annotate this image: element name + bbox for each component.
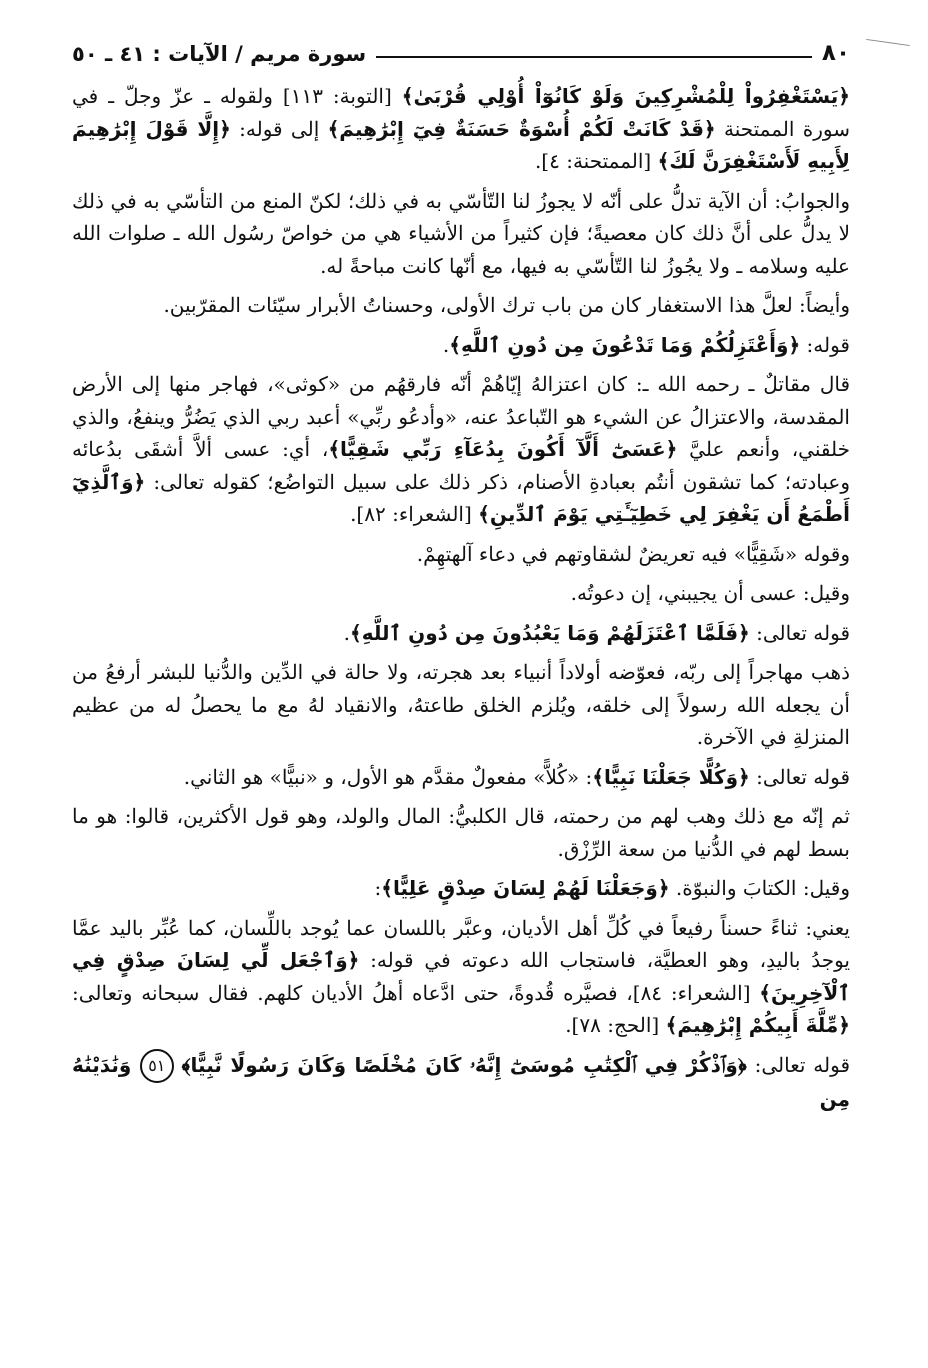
paragraph bbox=[72, 80, 850, 178]
text-run: : «كُلاًّ» مفعولٌ مقدَّم هو الأول، و «نبيًّا» هو الثاني. bbox=[183, 764, 593, 789]
text-run: [التوبة: ١١٣] ولقوله ـ عزّ وجلّ ـ في سورة الممتحنة bbox=[72, 84, 851, 141]
text-run: ثم إنّه مع ذلك وهب لهم من رحمته، قال الكلبيُّ: المال والولد، وهو قول الأكثرين، قالوا: هو ما بسط لهم في الدُّنيا من سعة الرِّزْق. bbox=[72, 804, 850, 861]
quran-quote: ﴿عَسَىٰٓ أَلَّآ أَكُونَ بِدُعَآءِ رَبِّي شَقِيًّا﴾ bbox=[328, 437, 678, 461]
text-run: وقوله «شَقِيًّا» فيه تعريضٌ لشقاوتهم في دعاء آلهتهِمْ. bbox=[416, 541, 850, 566]
text-run: ، أي: عسى ألاَّ أشقَى بدُعائه وعبادته؛ كما تشقون أنتُم بعبادةِ الأصنام، ذكر ذلك على سبيل التواضُع؛ كقوله تعالى: bbox=[72, 437, 850, 494]
text-run: [الحج: ٧٨]. bbox=[565, 1013, 666, 1037]
main-text bbox=[72, 80, 850, 1116]
quran-quote: ﴿إِلَّا قَوْلَ إِبْرَٰهِيمَ لِأَبِيهِ لَأَسْتَغْفِرَنَّ لَكَ﴾ bbox=[72, 116, 850, 173]
paragraph bbox=[72, 656, 850, 754]
text-run: . bbox=[442, 332, 450, 357]
quran-quote: ﴿قَدْ كَانَتْ لَكُمْ أُسْوَةٌ حَسَنَةٌ فِيٓ إِبْرَٰهِيمَ﴾ bbox=[327, 116, 716, 141]
page-number: ٨٠ bbox=[821, 40, 850, 66]
text-run: يعني: ثناءً حسناً رفيعاً في كُلِّ أهل الأديان، وعبَّر باللسان عما يُوجد باللِّسان، كما عُبِّر باليد عمَّا يوجدُ باليدِ، وهو العطيَّة، فاستجاب الله دعوته في قوله: bbox=[72, 915, 850, 972]
text-run: ذهب مهاجراً إلى ربّه، فعوّضه أولاداً أنبياء بعد هجرته، ولا حالة في الدِّين والدُّنيا للبشر أرفعُ من أن يجعله الله رسولاً إلى خلقه، ويُلزم الخلق طاعتهُ، والانقياد لهُ مع ما يحصلُ له من عظيم المنزلةِ في الآخرة. bbox=[72, 660, 850, 749]
quran-quote: ﴿يَسْتَغْفِرُواْ لِلْمُشْرِكِينَ وَلَوْ كَانُوٓاْ أُوْلِي قُرْبَىٰ﴾ bbox=[401, 84, 850, 108]
running-header bbox=[72, 28, 850, 66]
paragraph bbox=[72, 912, 850, 1042]
paragraph bbox=[72, 800, 850, 865]
header-title: سورة مريم / الآيات : ٤١ ـ ٥٠ bbox=[72, 42, 367, 66]
quran-quote: ﴿وَٱذْكُرْ فِي ٱلْكِتَٰبِ مُوسَىٰٓ إِنَّهُۥ كَانَ مُخْلَصًا وَكَانَ رَسُولًا نَّبِيًّا﴾ bbox=[181, 1052, 747, 1077]
quran-quote: وَنَٰدَيْنَٰهُ مِن bbox=[72, 1052, 850, 1111]
paragraph bbox=[72, 1049, 850, 1116]
book-page bbox=[72, 28, 850, 1123]
text-run: إلى قوله: bbox=[230, 116, 328, 141]
quran-quote: ﴿فَلَمَّا ٱعْتَزَلَهُمْ وَمَا يَعْبُدُونَ مِن دُونِ ٱللَّهِ﴾ bbox=[349, 620, 750, 645]
text-run: وقيل: الكتابَ والنبوّة. bbox=[669, 876, 850, 900]
header-rule bbox=[376, 56, 812, 58]
text-run: [الشعراء: ٨٤]، فصيَّره قُدوةً، حتى ادَّعاه أهلُ الأديان كلهم. فقال سبحانه وتعالى: bbox=[72, 980, 760, 1005]
text-run: والجوابُ: أن الآية تدلُّ على أنّه لا يجوزُ لنا التّأسّي به في ذلك؛ لكنّ المنع من التأسّي به في ذلك لا يدلُّ على أنَّ ذلك كان معصيةً؛ فإن كثيراً من الأشياء هي من خواصّ رسُول الله ـ صلوات الله عليه وسلامه ـ ولا يجُوزُ لنا التّأسّي به فيها، مع أنّها كانت مباحةً له. bbox=[72, 188, 850, 278]
text-run: [الممتحنة: ٤]. bbox=[534, 149, 658, 173]
quran-quote: ﴿مِّلَّةَ أَبِيكُمْ إِبْرَٰهِيمَ﴾ bbox=[665, 1013, 850, 1037]
verse-number-ornament: ٥١ bbox=[140, 1049, 174, 1083]
paragraph bbox=[72, 617, 850, 650]
text-run: قوله تعالى: bbox=[749, 620, 850, 645]
paragraph bbox=[72, 538, 850, 571]
text-run: [الشعراء: ٨٢]. bbox=[350, 502, 479, 526]
paragraph bbox=[72, 761, 850, 794]
paragraph bbox=[72, 329, 850, 362]
text-run: قوله تعالى: bbox=[746, 1052, 850, 1077]
quran-quote: ﴿وَٱجْعَل لِّي لِسَانَ صِدْقٍ فِي ٱلْآخِرِينَ﴾ bbox=[72, 948, 850, 1005]
text-run: قوله تعالى: bbox=[749, 764, 850, 789]
quran-quote: ﴿وَٱلَّذِيٓ أَطْمَعُ أَن يَغْفِرَ لِي خَطِيٓـَٔتِي يَوْمَ ٱلدِّينِ﴾ bbox=[72, 469, 850, 526]
paragraph bbox=[72, 368, 850, 531]
text-run: قوله: bbox=[800, 332, 850, 357]
quran-quote: ﴿وَأَعْتَزِلُكُمْ وَمَا تَدْعُونَ مِن دُونِ ٱللَّهِ﴾ bbox=[449, 332, 801, 357]
text-run: : bbox=[374, 876, 382, 900]
quran-quote: ﴿وَجَعَلْنَا لَهُمْ لِسَانَ صِدْقٍ عَلِيًّا﴾ bbox=[381, 876, 670, 900]
text-run bbox=[174, 1053, 182, 1077]
quran-quote: ﴿وَكُلًّا جَعَلْنَا نَبِيًّا﴾ bbox=[592, 764, 750, 789]
text-run: وقيل: عسى أن يجيبني، إن دعوتُه. bbox=[570, 581, 850, 605]
text-run: وأيضاً: لعلَّ هذا الاستغفار كان من باب ترك الأولى، وحسناتُ الأبرار سيّئات المقرّبين. bbox=[163, 293, 850, 317]
paragraph bbox=[72, 289, 850, 322]
paragraph bbox=[72, 872, 850, 905]
text-run: قال مقاتلٌ ـ رحمه الله ـ: كان اعتزالهُ إيّاهُمْ أنّه فارقهُم من «كوثى»، فهاجر منها إلى الأرض المقدسة، والاعتزالُ عن الشيء هو التّباعدُ عنه، «وأدعُو ربِّي» أعبد ربي الذي يَضُرُّ وينفعُ، والذي خلقني، وأنعم عليَّ bbox=[72, 372, 850, 461]
corner-mark bbox=[866, 39, 910, 46]
paragraph bbox=[72, 577, 850, 610]
paragraph bbox=[72, 185, 850, 283]
text-run: . bbox=[343, 620, 350, 645]
